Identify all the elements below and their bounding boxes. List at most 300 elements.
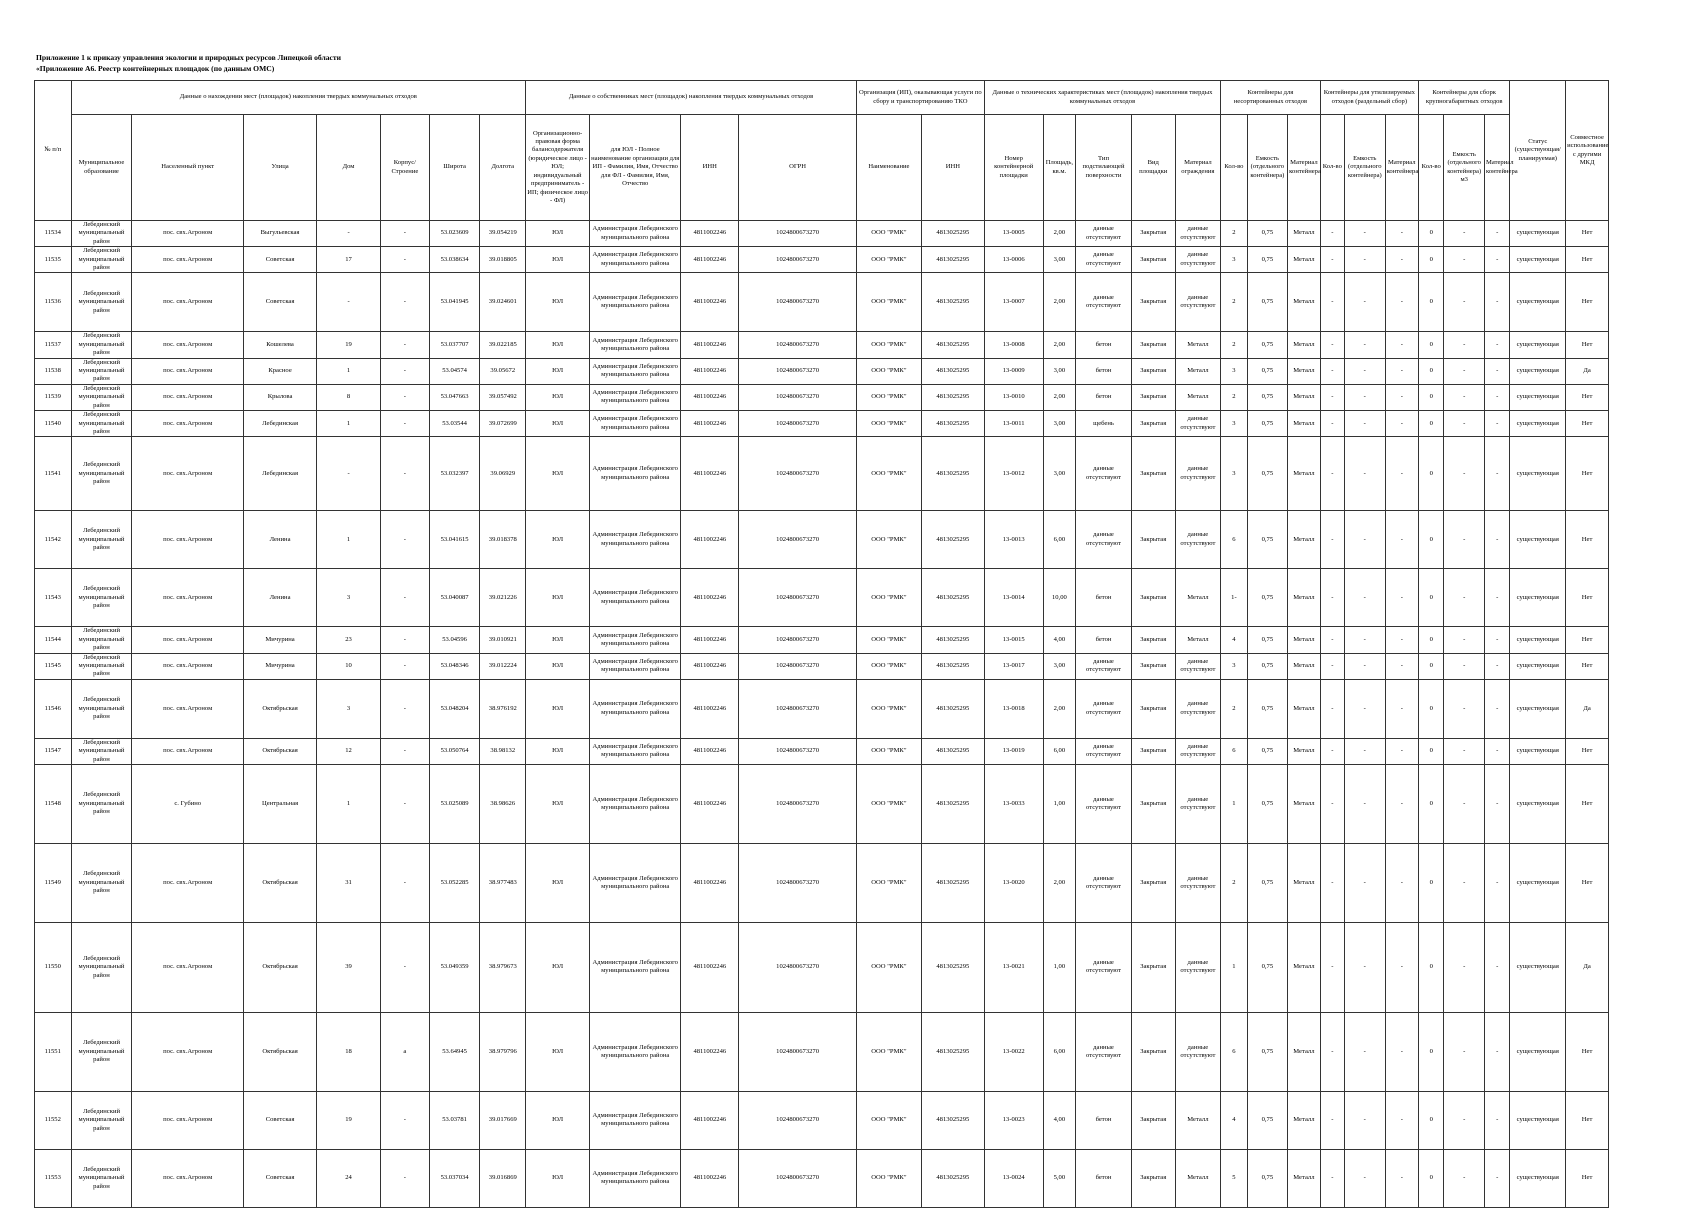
house-cell-text: 23 (345, 635, 352, 643)
status-cell-text: существующая (1516, 635, 1559, 643)
org-name-cell (856, 1091, 921, 1149)
volume1-cell-text: 0,75 (1261, 799, 1274, 807)
row-number-text: 11549 (44, 878, 61, 886)
material3-cell (1484, 332, 1509, 358)
longitude-cell-text: 39.012224 (488, 661, 517, 669)
house-cell-text: 18 (345, 1047, 352, 1055)
inn-cell (681, 1149, 739, 1207)
shared-cell (1566, 511, 1609, 569)
count3-cell (1419, 437, 1444, 511)
latitude-cell (429, 411, 480, 437)
street-cell (244, 332, 317, 358)
longitude-cell-text: 38.979673 (488, 963, 517, 971)
count3-cell-text: 0 (1429, 661, 1433, 669)
latitude-cell (429, 247, 480, 273)
site-number-cell (984, 332, 1043, 358)
longitude-cell (480, 653, 526, 679)
row-number (35, 1012, 72, 1091)
row-number (35, 653, 72, 679)
building-cell (381, 437, 430, 511)
col-volume1-header: Емкость (отдельного контейнера) (1247, 115, 1288, 221)
inn-cell (681, 843, 739, 922)
street-cell (244, 511, 317, 569)
area-cell-text: 4,00 (1053, 1116, 1066, 1124)
ogrn-cell-text: 1024800673270 (776, 635, 819, 643)
building-cell (381, 1091, 430, 1149)
fence-cell (1175, 653, 1221, 679)
ogrn-cell-text: 1024800673270 (776, 661, 819, 669)
legal-form-cell-text: ЮЛ (552, 469, 564, 477)
volume2-cell-text: - (1363, 799, 1366, 807)
row-number-text: 11540 (44, 419, 61, 427)
inn-cell-text: 4811002246 (693, 255, 727, 263)
fence-cell (1175, 569, 1221, 627)
row-number-text: 11547 (44, 747, 61, 755)
volume1-cell-text: 0,75 (1261, 535, 1274, 543)
site-type-cell-text: Закрытая (1140, 340, 1167, 348)
org-inn-cell-text: 4813025295 (936, 298, 970, 306)
status-cell (1510, 679, 1566, 738)
group-owner-header: Данные о собственниках мест (площадок) накопления твердых коммунальных отходов (526, 81, 857, 115)
settlement-cell (132, 332, 244, 358)
site-type-cell (1131, 627, 1175, 653)
building-cell-text: - (403, 747, 406, 755)
shared-cell (1566, 247, 1609, 273)
longitude-cell-text: 39.017669 (488, 1116, 517, 1124)
volume1-cell-text: 0,75 (1261, 298, 1274, 306)
longitude-cell-text: 39.072699 (488, 419, 517, 427)
volume2-cell (1344, 221, 1385, 247)
shared-cell-text: Да (1583, 704, 1591, 712)
volume3-cell (1444, 221, 1485, 247)
house-cell-text: 19 (345, 340, 352, 348)
status-cell (1510, 247, 1566, 273)
longitude-cell (480, 922, 526, 1012)
street-cell (244, 1012, 317, 1091)
house-cell (317, 738, 381, 764)
fence-cell (1175, 627, 1221, 653)
site-number-cell-text: 13-0014 (1002, 593, 1025, 601)
longitude-cell-text: 39.05672 (490, 367, 516, 375)
row-number-text: 11552 (44, 1116, 61, 1124)
building-cell (381, 358, 430, 384)
count1-cell-text: 2 (1232, 878, 1236, 886)
site-type-cell (1131, 679, 1175, 738)
legal-form-cell (526, 1149, 590, 1207)
latitude-cell-text: 53.023609 (440, 229, 469, 237)
material3-cell (1484, 1012, 1509, 1091)
col-latitude-header: Широта (429, 115, 480, 221)
ogrn-cell (739, 358, 857, 384)
municipality-cell-text: Лебединский муниципальный район (78, 527, 125, 552)
legal-form-cell (526, 511, 590, 569)
status-cell (1510, 569, 1566, 627)
surface-cell (1076, 1149, 1132, 1207)
material1-cell (1288, 653, 1320, 679)
org-name-cell-text: ООО "РМК" (871, 799, 907, 807)
house-cell-text: 1 (346, 419, 351, 427)
material2-cell-text: - (1400, 367, 1403, 375)
org-name-cell-text: ООО "РМК" (871, 367, 907, 375)
org-name-cell-text: ООО "РМК" (871, 469, 907, 477)
volume2-cell-text: - (1363, 1047, 1366, 1055)
surface-cell (1076, 247, 1132, 273)
area-cell (1043, 764, 1075, 843)
count3-cell-text: 0 (1429, 1047, 1433, 1055)
material3-cell-text: - (1496, 367, 1499, 375)
owner-name-cell-text: Администрация Лебединского муниципального района (592, 362, 678, 379)
status-cell-text: существующая (1516, 419, 1559, 427)
volume3-cell-text: - (1463, 229, 1466, 237)
status-cell (1510, 627, 1566, 653)
latitude-cell-text: 53.037707 (440, 340, 469, 348)
material1-cell-text: Металл (1293, 963, 1315, 971)
org-name-cell (856, 411, 921, 437)
inn-cell (681, 1012, 739, 1091)
inn-cell-text: 4811002246 (693, 635, 727, 643)
volume3-cell-text: - (1463, 878, 1466, 886)
building-cell-text: - (403, 593, 406, 601)
house-cell (317, 411, 381, 437)
municipality-cell (71, 1091, 132, 1149)
owner-name-cell (590, 384, 681, 410)
table-row (35, 1012, 1609, 1091)
material3-cell-text: - (1496, 747, 1499, 755)
material1-cell-text: Металл (1293, 593, 1315, 601)
owner-name-cell-text: Администрация Лебединского муниципального района (592, 1112, 678, 1128)
org-inn-cell (921, 922, 984, 1012)
org-name-cell-text: ООО "РМК" (871, 419, 907, 427)
site-number-cell (984, 221, 1043, 247)
count1-cell (1221, 922, 1247, 1012)
volume3-cell-text: - (1463, 393, 1466, 401)
count2-cell-text: - (1331, 963, 1334, 971)
longitude-cell (480, 247, 526, 273)
settlement-cell-text: пос. свх.Агроном (163, 878, 213, 886)
latitude-cell-text: 53.048204 (440, 704, 469, 712)
municipality-cell-text: Лебединский муниципальный район (78, 653, 125, 678)
count2-cell-text: - (1331, 469, 1334, 477)
inn-cell (681, 437, 739, 511)
settlement-cell-text: с. Губино (174, 799, 202, 807)
municipality-cell-text: Лебединский муниципальный район (78, 1039, 125, 1064)
material3-cell-text: - (1496, 593, 1499, 601)
house-cell (317, 332, 381, 358)
shared-cell-text: Нет (1581, 1116, 1593, 1124)
site-type-cell (1131, 569, 1175, 627)
shared-cell-text: Нет (1581, 747, 1593, 755)
longitude-cell (480, 679, 526, 738)
site-type-cell-text: Закрытая (1140, 229, 1167, 237)
settlement-cell (132, 437, 244, 511)
house-cell-text: - (347, 229, 350, 237)
count3-cell-text: 0 (1429, 878, 1433, 886)
municipality-cell-text: Лебединский муниципальный район (78, 289, 125, 314)
fence-cell (1175, 247, 1221, 273)
volume1-cell-text: 0,75 (1261, 469, 1274, 477)
house-cell-text: 8 (346, 393, 351, 401)
org-inn-cell-text: 4813025295 (936, 229, 970, 237)
ogrn-cell (739, 627, 857, 653)
shared-cell-text: Нет (1581, 635, 1593, 643)
col-shared-header: Совместное использование с другими МКД (1566, 81, 1609, 221)
volume2-cell (1344, 653, 1385, 679)
count2-cell-text: - (1331, 298, 1334, 306)
site-type-cell (1131, 332, 1175, 358)
status-cell-text: существующая (1516, 878, 1559, 886)
status-cell-text: существующая (1516, 367, 1559, 375)
status-cell (1510, 653, 1566, 679)
row-number-text: 11536 (44, 298, 61, 306)
site-type-cell (1131, 1149, 1175, 1207)
latitude-cell (429, 627, 480, 653)
count1-cell (1221, 679, 1247, 738)
count2-cell-text: - (1331, 393, 1334, 401)
volume2-cell-text: - (1363, 535, 1366, 543)
site-number-cell (984, 1149, 1043, 1207)
volume1-cell-text: 0,75 (1261, 393, 1274, 401)
material2-cell (1385, 358, 1418, 384)
latitude-cell (429, 358, 480, 384)
volume3-cell (1444, 569, 1485, 627)
surface-cell-text: бетон (1095, 635, 1112, 643)
status-cell-text: существующая (1516, 747, 1559, 755)
count2-cell-text: - (1331, 878, 1334, 886)
count3-cell-text: 0 (1429, 704, 1433, 712)
area-cell-text: 2,00 (1053, 393, 1066, 401)
material2-cell-text: - (1400, 340, 1403, 348)
org-inn-cell (921, 358, 984, 384)
street-cell-text: Октябрьская (262, 963, 298, 971)
area-cell (1043, 653, 1075, 679)
volume3-cell-text: - (1463, 255, 1466, 263)
ogrn-cell (739, 511, 857, 569)
volume1-cell (1247, 332, 1288, 358)
shared-cell-text: Нет (1581, 799, 1593, 807)
material1-cell-text: Металл (1293, 419, 1315, 427)
inn-cell (681, 738, 739, 764)
count2-cell-text: - (1331, 661, 1334, 669)
settlement-cell (132, 843, 244, 922)
material1-cell-text: Металл (1293, 1174, 1315, 1182)
fence-cell (1175, 437, 1221, 511)
site-number-cell (984, 437, 1043, 511)
inn-cell-text: 4811002246 (693, 298, 727, 306)
surface-cell (1076, 411, 1132, 437)
count3-cell (1419, 679, 1444, 738)
org-inn-cell (921, 273, 984, 332)
count2-cell-text: - (1331, 593, 1334, 601)
material3-cell-text: - (1496, 469, 1499, 477)
ogrn-cell-text: 1024800673270 (776, 469, 819, 477)
surface-cell (1076, 922, 1132, 1012)
count1-cell (1221, 411, 1247, 437)
longitude-cell-text: 39.06929 (490, 469, 516, 477)
count2-cell (1320, 1149, 1344, 1207)
legal-form-cell-text: ЮЛ (552, 799, 564, 807)
municipality-cell-text: Лебединский муниципальный район (78, 1107, 125, 1132)
material3-cell (1484, 221, 1509, 247)
count3-cell (1419, 1091, 1444, 1149)
house-cell (317, 1012, 381, 1091)
building-cell-text: - (403, 963, 406, 971)
org-inn-cell-text: 4813025295 (936, 393, 970, 401)
volume2-cell (1344, 922, 1385, 1012)
area-cell-text: 10,00 (1051, 593, 1067, 601)
longitude-cell-text: 39.018378 (488, 535, 517, 543)
volume1-cell (1247, 273, 1288, 332)
inn-cell (681, 358, 739, 384)
org-inn-cell (921, 1012, 984, 1091)
count1-cell (1221, 247, 1247, 273)
area-cell (1043, 569, 1075, 627)
legal-form-cell (526, 653, 590, 679)
col-street-header: Улица (244, 115, 317, 221)
status-cell (1510, 273, 1566, 332)
volume1-cell-text: 0,75 (1261, 1174, 1274, 1182)
material1-cell-text: Металл (1293, 367, 1315, 375)
site-type-cell (1131, 437, 1175, 511)
status-cell (1510, 411, 1566, 437)
volume1-cell (1247, 384, 1288, 410)
area-cell-text: 3,00 (1053, 255, 1066, 263)
legal-form-cell-text: ЮЛ (552, 1174, 564, 1182)
org-name-cell (856, 384, 921, 410)
legal-form-cell (526, 437, 590, 511)
fence-cell-text: Металл (1187, 1116, 1209, 1124)
org-name-cell-text: ООО "РМК" (871, 255, 907, 263)
shared-cell-text: Да (1583, 963, 1591, 971)
owner-name-cell-text: Администрация Лебединского муниципального района (592, 1170, 678, 1186)
site-number-cell (984, 653, 1043, 679)
surface-cell-text: данные отсутствуют (1086, 874, 1121, 890)
latitude-cell (429, 332, 480, 358)
owner-name-cell-text: Администрация Лебединского муниципального района (592, 415, 678, 431)
col-count3-header: Кол-во (1419, 115, 1444, 221)
volume3-cell-text: - (1463, 535, 1466, 543)
count3-cell (1419, 653, 1444, 679)
street-cell (244, 679, 317, 738)
building-cell (381, 843, 430, 922)
volume2-cell (1344, 1091, 1385, 1149)
surface-cell-text: данные отсутствуют (1086, 1043, 1121, 1059)
org-inn-cell (921, 653, 984, 679)
col-settlement-header: Населенный пункт (132, 115, 244, 221)
count2-cell (1320, 653, 1344, 679)
shared-cell-text: Нет (1581, 878, 1593, 886)
org-name-cell-text: ООО "РМК" (871, 393, 907, 401)
house-cell-text: 3 (346, 593, 351, 601)
row-number (35, 411, 72, 437)
volume2-cell (1344, 627, 1385, 653)
inn-cell-text: 4811002246 (693, 535, 727, 543)
ogrn-cell (739, 411, 857, 437)
material2-cell (1385, 332, 1418, 358)
building-cell (381, 1012, 430, 1091)
org-inn-cell (921, 384, 984, 410)
volume1-cell-text: 0,75 (1261, 367, 1274, 375)
material3-cell-text: - (1496, 799, 1499, 807)
inn-cell (681, 511, 739, 569)
site-type-cell (1131, 273, 1175, 332)
volume1-cell (1247, 843, 1288, 922)
volume1-cell (1247, 437, 1288, 511)
table-row (35, 221, 1609, 247)
ogrn-cell (739, 679, 857, 738)
material3-cell (1484, 764, 1509, 843)
material1-cell (1288, 764, 1320, 843)
building-cell-text: - (403, 419, 406, 427)
street-cell (244, 273, 317, 332)
legal-form-cell-text: ЮЛ (552, 340, 564, 348)
volume2-cell-text: - (1363, 1116, 1366, 1124)
material2-cell-text: - (1400, 878, 1403, 886)
count2-cell (1320, 843, 1344, 922)
volume2-cell-text: - (1363, 704, 1366, 712)
surface-cell-text: бетон (1095, 367, 1112, 375)
settlement-cell-text: пос. свх.Агроном (163, 340, 213, 348)
table-row (35, 511, 1609, 569)
site-number-cell-text: 13-0023 (1002, 1116, 1025, 1124)
site-number-cell (984, 679, 1043, 738)
settlement-cell-text: пос. свх.Агроном (163, 963, 213, 971)
longitude-cell (480, 1091, 526, 1149)
material2-cell (1385, 627, 1418, 653)
material2-cell-text: - (1400, 419, 1403, 427)
legal-form-cell-text: ЮЛ (552, 635, 564, 643)
site-number-cell-text: 13-0020 (1002, 878, 1025, 886)
count1-cell-text: 6 (1232, 747, 1236, 755)
longitude-cell-text: 38.979796 (488, 1047, 517, 1055)
count1-cell (1221, 653, 1247, 679)
area-cell (1043, 843, 1075, 922)
volume2-cell (1344, 679, 1385, 738)
volume1-cell-text: 0,75 (1261, 593, 1274, 601)
col-area-header: Площадь, кв.м. (1043, 115, 1075, 221)
volume3-cell-text: - (1463, 298, 1466, 306)
status-cell-text: существующая (1516, 229, 1559, 237)
site-type-cell-text: Закрытая (1140, 419, 1167, 427)
row-number-text: 11550 (44, 963, 61, 971)
ogrn-cell-text: 1024800673270 (776, 747, 819, 755)
longitude-cell-text: 38.98626 (490, 799, 516, 807)
latitude-cell-text: 53.047663 (440, 393, 469, 401)
volume1-cell (1247, 764, 1288, 843)
street-cell (244, 738, 317, 764)
site-number-cell (984, 273, 1043, 332)
material1-cell (1288, 411, 1320, 437)
legal-form-cell-text: ЮЛ (552, 878, 564, 886)
status-cell (1510, 738, 1566, 764)
building-cell-text: - (403, 1174, 406, 1182)
volume3-cell-text: - (1463, 1174, 1466, 1182)
municipality-cell-text: Лебединский муниципальный район (78, 1165, 125, 1190)
legal-form-cell-text: ЮЛ (552, 298, 564, 306)
municipality-cell (71, 511, 132, 569)
col-site-type-header: Вид площадки (1131, 115, 1175, 221)
house-cell (317, 764, 381, 843)
area-cell-text: 2,00 (1053, 229, 1066, 237)
fence-cell (1175, 1091, 1221, 1149)
material3-cell (1484, 679, 1509, 738)
org-inn-cell-text: 4813025295 (936, 535, 970, 543)
surface-cell-text: данные отсутствуют (1086, 959, 1121, 975)
volume1-cell-text: 0,75 (1261, 635, 1274, 643)
latitude-cell-text: 53.032397 (440, 469, 469, 477)
col-fence-header: Материал ограждения (1175, 115, 1221, 221)
site-type-cell (1131, 411, 1175, 437)
longitude-cell-text: 38.98132 (490, 747, 516, 755)
